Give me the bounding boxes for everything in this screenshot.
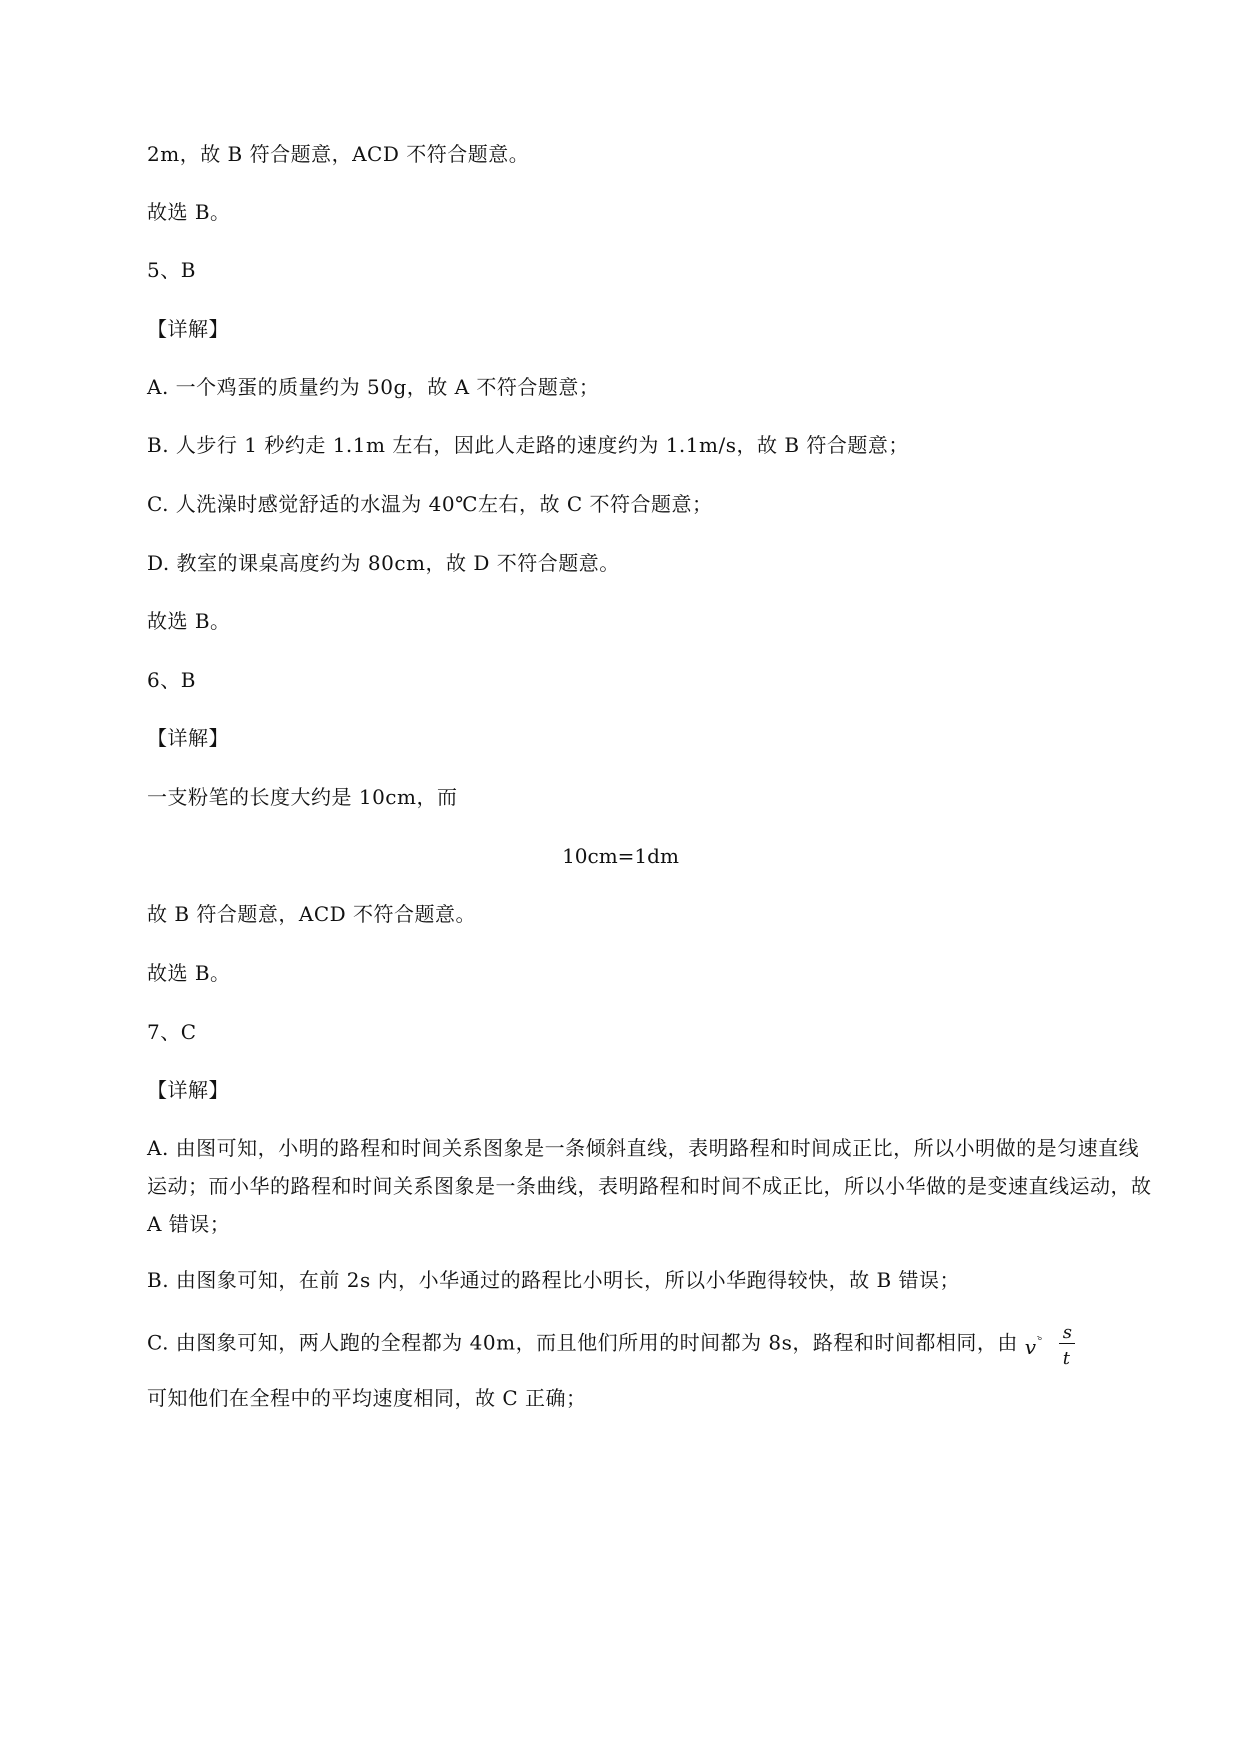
- text-line: 故选 B。: [147, 200, 231, 224]
- option-c-line: [147, 1322, 1085, 1369]
- formula-v: v: [1024, 1335, 1037, 1359]
- section-heading: 【详解】: [147, 317, 229, 341]
- text-line: 2m，故 B 符合题意，ACD 不符合题意。: [147, 142, 530, 166]
- question-number: 7、C: [147, 1020, 197, 1044]
- velocity-formula: [1024, 1322, 1085, 1369]
- option-d: D. 教室的课桌高度约为 80cm，故 D 不符合题意。: [147, 551, 620, 575]
- option-b: B. 由图象可知，在前 2s 内，小华通过的路程比小明长，所以小华跑得较快，故 B 错误；: [147, 1268, 961, 1292]
- option-a: A. 一个鸡蛋的质量约为 50g，故 A 不符合题意；: [147, 375, 600, 399]
- formula-numerator: s: [1062, 1322, 1073, 1343]
- equation: 10cm=1dm: [562, 844, 679, 868]
- text-line: 故选 B。: [147, 961, 231, 985]
- question-number: 5、B: [147, 258, 196, 282]
- text-line: 故 B 符合题意，ACD 不符合题意。: [147, 902, 477, 926]
- question-number: 6、B: [147, 668, 196, 692]
- section-heading: 【详解】: [147, 1078, 229, 1102]
- section-heading: 【详解】: [147, 726, 229, 750]
- text-line: 故选 B。: [147, 609, 231, 633]
- option-c-text: C. 由图象可知，两人跑的全程都为 40m，而且他们所用的时间都为 8s，路程和时间都相同，由: [147, 1330, 1018, 1355]
- text-line: 一支粉笔的长度大约是 10cm，而: [147, 785, 458, 809]
- option-a-paragraph: A. 由图可知，小明的路程和时间关系图象是一条倾斜直线，表明路程和时间成正比，所以小明做的是匀速直线运动；而小华的路程和时间关系图象是一条曲线，表明路程和时间不成正比，所以小华做的是变速直线运动，故 A 错误；: [147, 1136, 1152, 1236]
- text-line: 可知他们在全程中的平均速度相同，故 C 正确；: [147, 1386, 587, 1410]
- option-b: B. 人步行 1 秒约走 1.1m 左右，因此人走路的速度约为 1.1m/s，故 B 符合题意；: [147, 433, 909, 457]
- formula-equals-glyph: ׂ°ׂ: [1038, 1334, 1042, 1347]
- formula-denominator: t: [1062, 1348, 1071, 1369]
- option-c: C. 人洗澡时感觉舒适的水温为 40℃左右，故 C 不符合题意；: [147, 492, 713, 516]
